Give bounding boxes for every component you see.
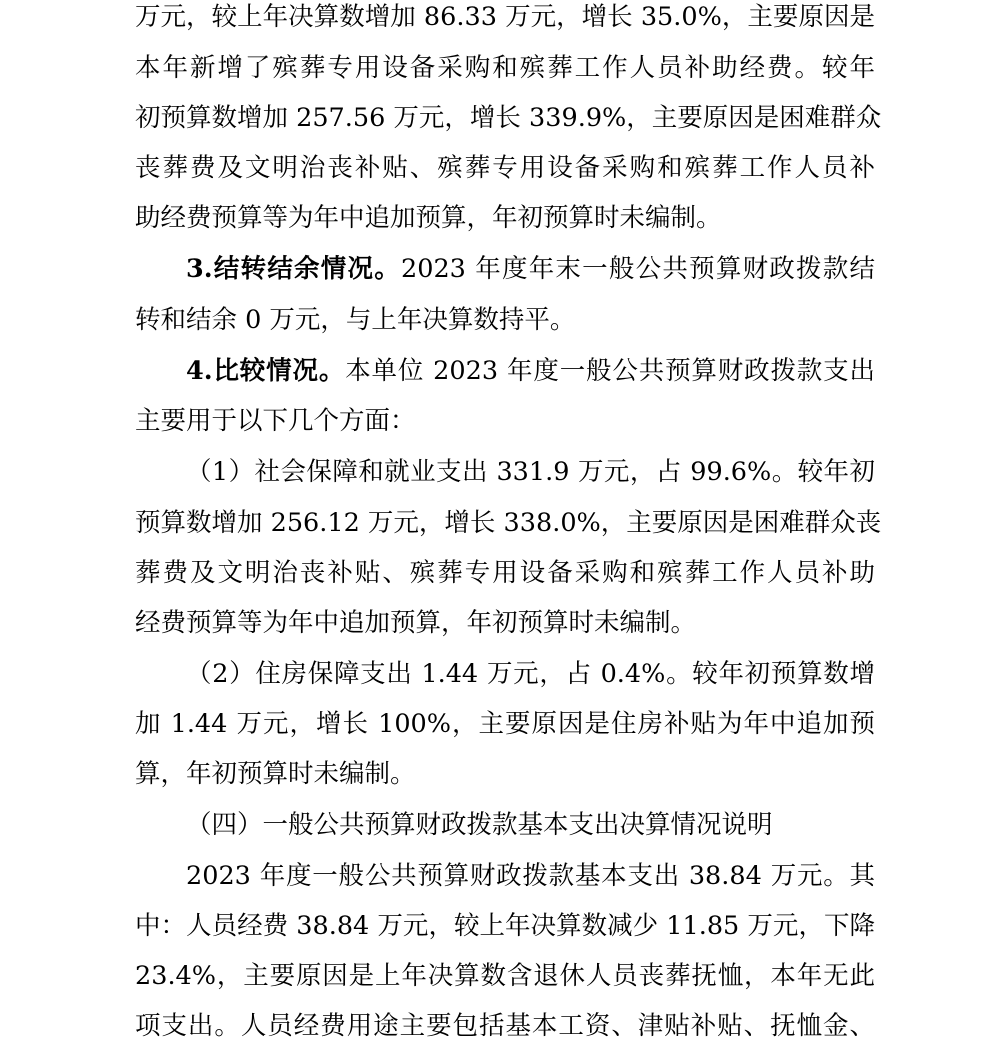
text-line: （1）社会保障和就业支出 331.9 万元，占 99.6%。较年初 — [186, 457, 875, 487]
text-line: 23.4%，主要原因是上年决算数含退休人员丧葬抚恤，本年无此 — [135, 961, 875, 991]
text-line: 助经费预算等为年中追加预算，年初预算时未编制。 — [135, 203, 722, 233]
text-line: 万元，较上年决算数增加 86.33 万元，增长 35.0%，主要原因是 — [135, 2, 875, 32]
text-line: 本年新增了殡葬专用设备采购和殡葬工作人员补助经费。较年 — [135, 53, 875, 83]
text-line: 算，年初预算时未编制。 — [135, 759, 416, 789]
paragraph-heading-line — [186, 254, 875, 288]
text-line: 项支出。人员经费用途主要包括基本工资、津贴补贴、抚恤金、 — [135, 1011, 875, 1041]
paragraph-heading-line — [186, 356, 875, 390]
text-line: （2）住房保障支出 1.44 万元，占 0.4%。较年初预算数增 — [186, 659, 875, 689]
section-heading: （四）一般公共预算财政拨款基本支出决算情况说明 — [186, 810, 773, 840]
text-line: 丧葬费及文明治丧补贴、殡葬专用设备采购和殡葬工作人员补 — [135, 153, 875, 183]
text-line: 转和结余 0 万元，与上年决算数持平。 — [135, 305, 576, 335]
text-span: 本单位 2023 年度一般公共预算财政拨款支出 — [345, 356, 875, 386]
text-line: 初预算数增加 257.56 万元，增长 339.9%，主要原因是困难群众 — [135, 103, 882, 133]
text-line: 加 1.44 万元，增长 100%，主要原因是住房补贴为年中追加预 — [135, 709, 875, 739]
text-span: 2023 年度年末一般公共预算财政拨款结 — [401, 254, 875, 284]
section-heading-carryover: 3.结转结余情况。 — [186, 254, 401, 284]
text-line: 葬费及文明治丧补贴、殡葬专用设备采购和殡葬工作人员补助 — [135, 558, 875, 588]
text-line: 主要用于以下几个方面： — [135, 406, 416, 436]
text-line: 经费预算等为年中追加预算，年初预算时未编制。 — [135, 608, 697, 638]
section-heading-comparison: 4.比较情况。 — [186, 356, 346, 386]
text-line: 中：人员经费 38.84 万元，较上年决算数减少 11.85 万元，下降 — [135, 911, 875, 941]
text-line: 2023 年度一般公共预算财政拨款基本支出 38.84 万元。其 — [186, 861, 875, 891]
text-line: 预算数增加 256.12 万元，增长 338.0%，主要原因是困难群众丧 — [135, 508, 882, 538]
